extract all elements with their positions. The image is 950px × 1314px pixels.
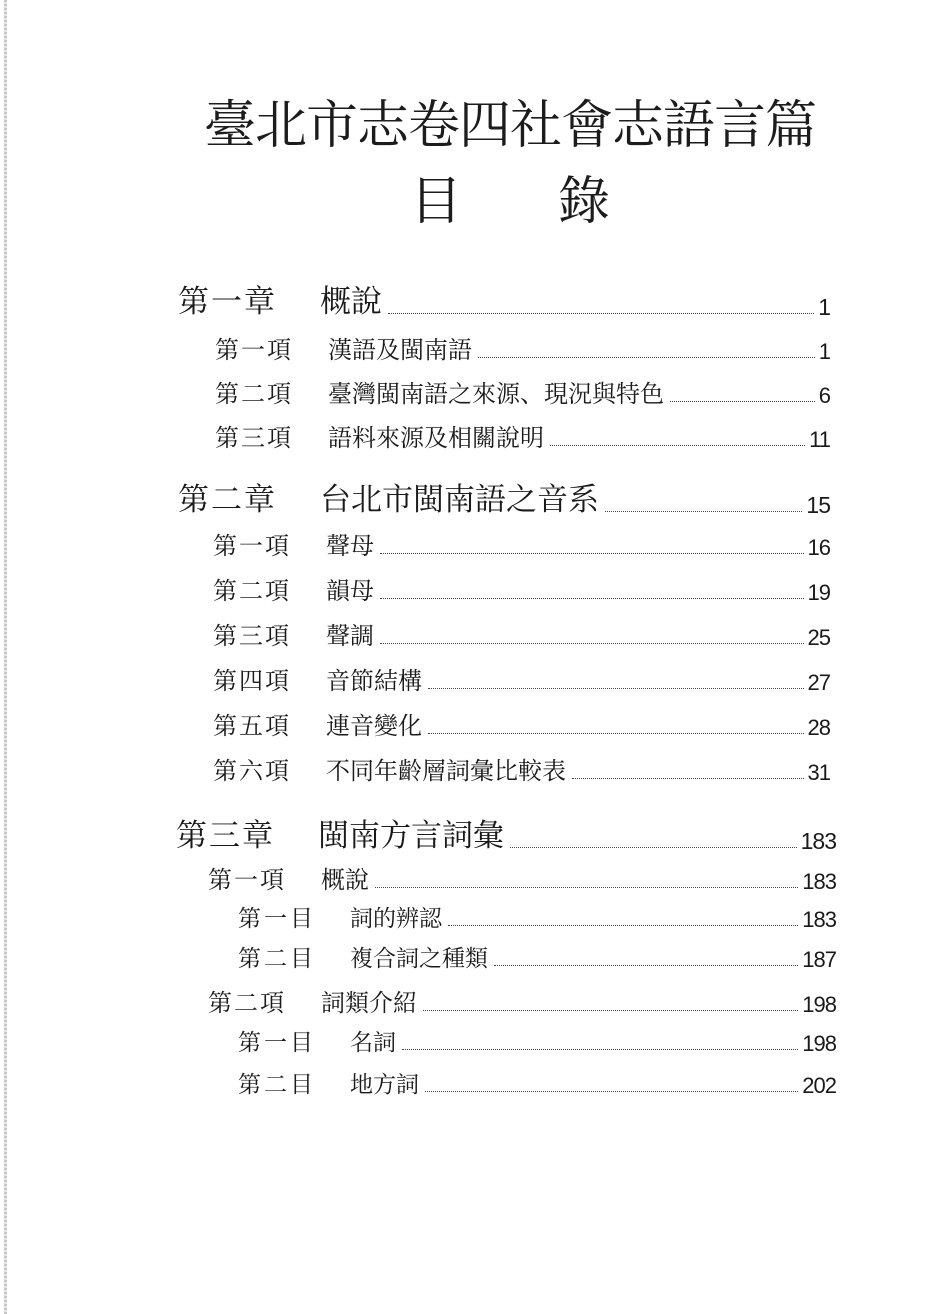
dot-leader	[380, 642, 804, 644]
toc-heading-char-2: 錄	[558, 172, 611, 232]
entry-number: 第二章	[178, 482, 277, 518]
toc-entry-section[interactable]	[213, 571, 830, 606]
toc-entry-chapter[interactable]	[176, 810, 836, 855]
entry-page: 28	[807, 715, 830, 740]
entry-title: 地方詞	[350, 1072, 419, 1098]
toc-entry-chapter[interactable]	[178, 474, 830, 519]
entry-number: 第二目	[238, 1072, 316, 1098]
entry-title: 韻母	[326, 577, 374, 605]
entry-title: 語料來源及相關說明	[328, 424, 544, 452]
entry-page: 6	[818, 383, 830, 408]
entry-number: 第五項	[213, 712, 291, 740]
entry-page: 19	[807, 580, 830, 605]
dot-leader	[388, 312, 814, 314]
entry-number: 第一目	[238, 1030, 316, 1056]
toc-entry-section[interactable]	[213, 526, 830, 561]
entry-number: 第一項	[215, 336, 293, 364]
dot-leader	[402, 1048, 798, 1050]
entry-title: 不同年齡層詞彙比較表	[326, 757, 566, 785]
dot-leader	[380, 597, 804, 599]
entry-title: 台北市閩南語之音系	[320, 482, 599, 518]
entry-number: 第二項	[208, 989, 286, 1017]
toc-heading	[0, 172, 950, 232]
entry-number: 第三項	[215, 424, 293, 452]
entry-title: 詞類介紹	[321, 989, 417, 1017]
entry-page: 183	[802, 869, 836, 894]
dot-leader	[605, 510, 802, 512]
entry-title: 聲調	[326, 622, 374, 650]
toc-entry-section[interactable]	[213, 751, 830, 786]
entry-page: 25	[807, 625, 830, 650]
entry-title: 詞的辨認	[350, 906, 442, 932]
dot-leader	[510, 846, 797, 848]
entry-number: 第一目	[238, 906, 316, 932]
entry-page: 187	[802, 947, 836, 972]
entry-page: 198	[802, 992, 836, 1017]
entry-title: 閩南方言詞彙	[318, 818, 504, 854]
entry-number: 第一項	[213, 532, 291, 560]
toc-entry-section[interactable]	[213, 661, 830, 696]
dot-leader	[478, 356, 815, 358]
entry-number: 第二項	[213, 577, 291, 605]
toc-entry-item[interactable]	[238, 940, 836, 973]
entry-page: 11	[809, 427, 830, 452]
toc-entry-section[interactable]	[208, 860, 836, 895]
dot-leader	[448, 924, 798, 926]
entry-page: 16	[807, 535, 830, 560]
dot-leader	[425, 1090, 798, 1092]
entry-title: 音節結構	[326, 667, 422, 695]
dot-leader	[428, 687, 804, 689]
entry-page: 198	[802, 1031, 836, 1056]
entry-page: 1	[818, 294, 830, 320]
entry-title: 名詞	[350, 1030, 396, 1056]
dot-leader	[375, 886, 798, 888]
entry-title: 漢語及閩南語	[328, 336, 472, 364]
entry-number: 第三項	[213, 622, 291, 650]
entry-number: 第二目	[238, 946, 316, 972]
entry-page: 15	[806, 492, 830, 518]
entry-page: 1	[818, 339, 830, 364]
toc-entry-item[interactable]	[238, 900, 836, 933]
entry-number: 第六項	[213, 757, 291, 785]
dot-leader	[550, 444, 805, 446]
entry-page: 202	[802, 1073, 836, 1098]
dot-leader	[428, 732, 804, 734]
toc-entry-section[interactable]	[208, 983, 836, 1018]
entry-number: 第一章	[178, 284, 277, 320]
entry-title: 臺灣閩南語之來源、現況與特色	[328, 380, 664, 408]
entry-number: 第一項	[208, 866, 286, 894]
entry-title: 複合詞之種類	[350, 946, 488, 972]
dot-leader	[423, 1009, 798, 1011]
entry-page: 183	[802, 907, 836, 932]
toc-entry-section[interactable]	[215, 418, 830, 453]
dot-leader	[380, 552, 804, 554]
entry-number: 第四項	[213, 667, 291, 695]
toc-entry-item[interactable]	[238, 1066, 836, 1099]
dot-leader	[494, 964, 798, 966]
toc-entry-chapter[interactable]	[178, 276, 830, 321]
entry-page: 27	[807, 670, 830, 695]
entry-number: 第三章	[176, 818, 275, 854]
entry-title: 概說	[321, 866, 369, 894]
toc-entry-section[interactable]	[215, 330, 830, 365]
entry-title: 聲母	[326, 532, 374, 560]
page-title: 臺北市志卷四社會志語言篇	[203, 96, 816, 156]
entry-number: 第二項	[215, 380, 293, 408]
toc-heading-char-1: 目	[409, 172, 462, 232]
toc-entry-section[interactable]	[215, 374, 830, 409]
entry-title: 概說	[320, 284, 382, 320]
dot-leader	[670, 400, 815, 402]
entry-page: 183	[800, 828, 836, 854]
toc-entry-section[interactable]	[213, 706, 830, 741]
dot-leader	[572, 777, 804, 779]
entry-page: 31	[807, 760, 830, 785]
toc-entry-item[interactable]	[238, 1024, 836, 1057]
toc-entry-section[interactable]	[213, 616, 830, 651]
entry-title: 連音變化	[326, 712, 422, 740]
